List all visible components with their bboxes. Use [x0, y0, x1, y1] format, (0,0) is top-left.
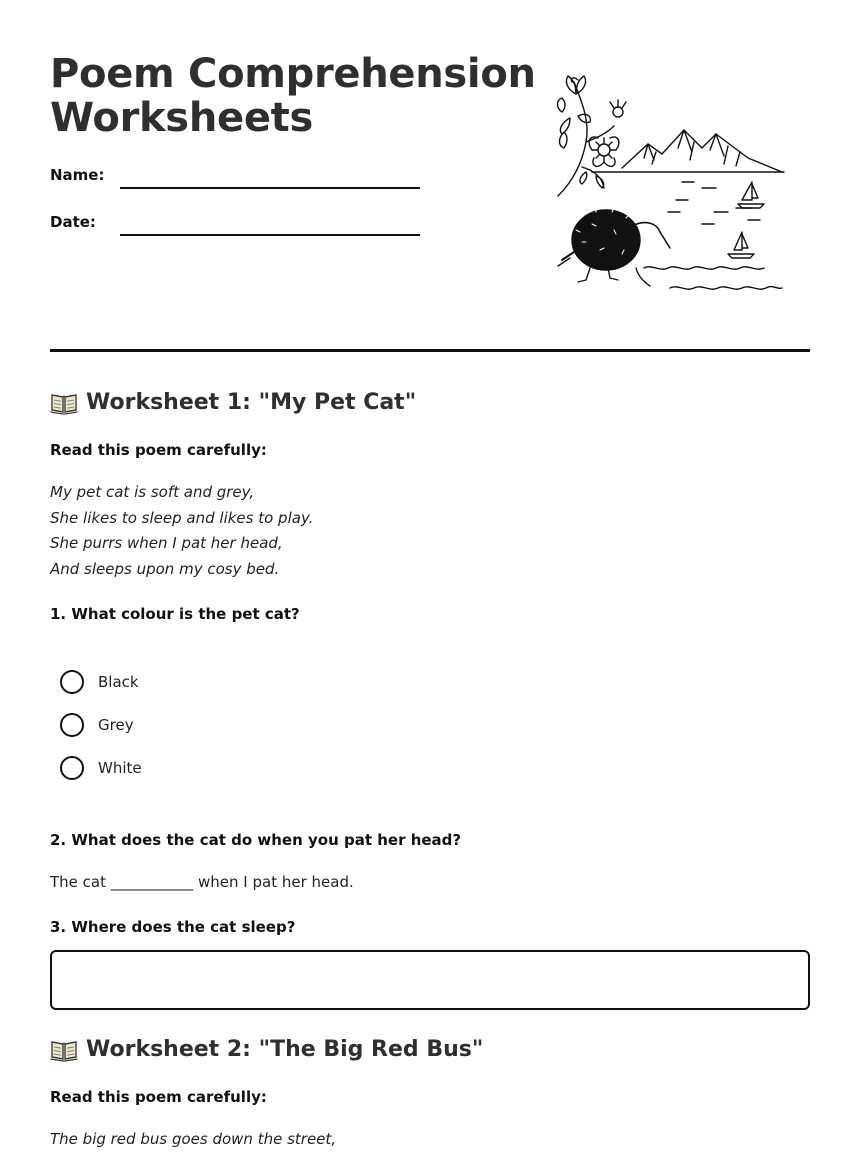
option-black[interactable]	[60, 670, 139, 694]
flower-branch-icon	[558, 76, 627, 196]
question-2: 2. What does the cat do when you pat her head?	[50, 831, 462, 849]
worksheet-2-poem	[50, 1127, 336, 1153]
worksheet-1-instruction: Read this poem carefully:	[50, 441, 267, 459]
option-grey-label: Grey	[98, 716, 134, 734]
page-title-line-1: Poem Comprehension	[50, 51, 536, 97]
open-book-icon	[50, 391, 78, 415]
page-title-line-2: Worksheets	[50, 95, 313, 141]
sailboat-icon	[738, 182, 764, 208]
question-1: 1. What colour is the pet cat?	[50, 605, 300, 623]
radio-grey[interactable]	[60, 713, 84, 737]
fill-after-text: when I pat her head.	[193, 873, 354, 891]
poem-line: And sleeps upon my cosy bed.	[50, 559, 280, 578]
name-field-line[interactable]	[120, 187, 420, 189]
worksheet-1-title-text: Worksheet 1: "My Pet Cat"	[86, 390, 417, 415]
fill-blank[interactable]: ___________	[110, 873, 194, 891]
radio-black[interactable]	[60, 670, 84, 694]
name-label: Name:	[50, 166, 105, 184]
poem-line: The big red bus goes down the street,	[50, 1130, 337, 1148]
date-field-line[interactable]	[120, 234, 420, 236]
date-label: Date:	[50, 213, 96, 231]
worksheet-2-title	[50, 1037, 483, 1062]
worksheet-1-poem	[50, 480, 313, 582]
poem-line: My pet cat is soft and grey,	[50, 483, 255, 501]
option-black-label: Black	[98, 673, 139, 691]
worksheet-2-title-text: Worksheet 2: "The Big Red Bus"	[86, 1037, 484, 1062]
option-white[interactable]	[60, 756, 142, 780]
option-grey[interactable]	[60, 713, 134, 737]
question-3: 3. Where does the cat sleep?	[50, 918, 296, 936]
option-white-label: White	[98, 759, 142, 777]
mountains-icon	[622, 130, 782, 172]
poem-line: She likes to sleep and likes to play.	[50, 508, 314, 527]
fill-before-text: The cat	[50, 873, 111, 891]
fill-in-sentence	[50, 873, 354, 891]
kiwi-bird-icon	[558, 208, 670, 282]
worksheet-1-title	[50, 390, 416, 415]
section-divider	[50, 349, 810, 352]
question-3-answer-box[interactable]	[50, 950, 810, 1010]
nz-landscape-kiwi-illustration	[552, 72, 788, 294]
worksheet-2-instruction: Read this poem carefully:	[50, 1088, 267, 1106]
open-book-icon	[50, 1038, 78, 1062]
page-title	[50, 52, 536, 140]
wave-icon	[644, 267, 764, 269]
sailboat-icon	[728, 232, 754, 258]
poem-line: She purrs when I pat her head,	[50, 534, 283, 553]
radio-white[interactable]	[60, 756, 84, 780]
